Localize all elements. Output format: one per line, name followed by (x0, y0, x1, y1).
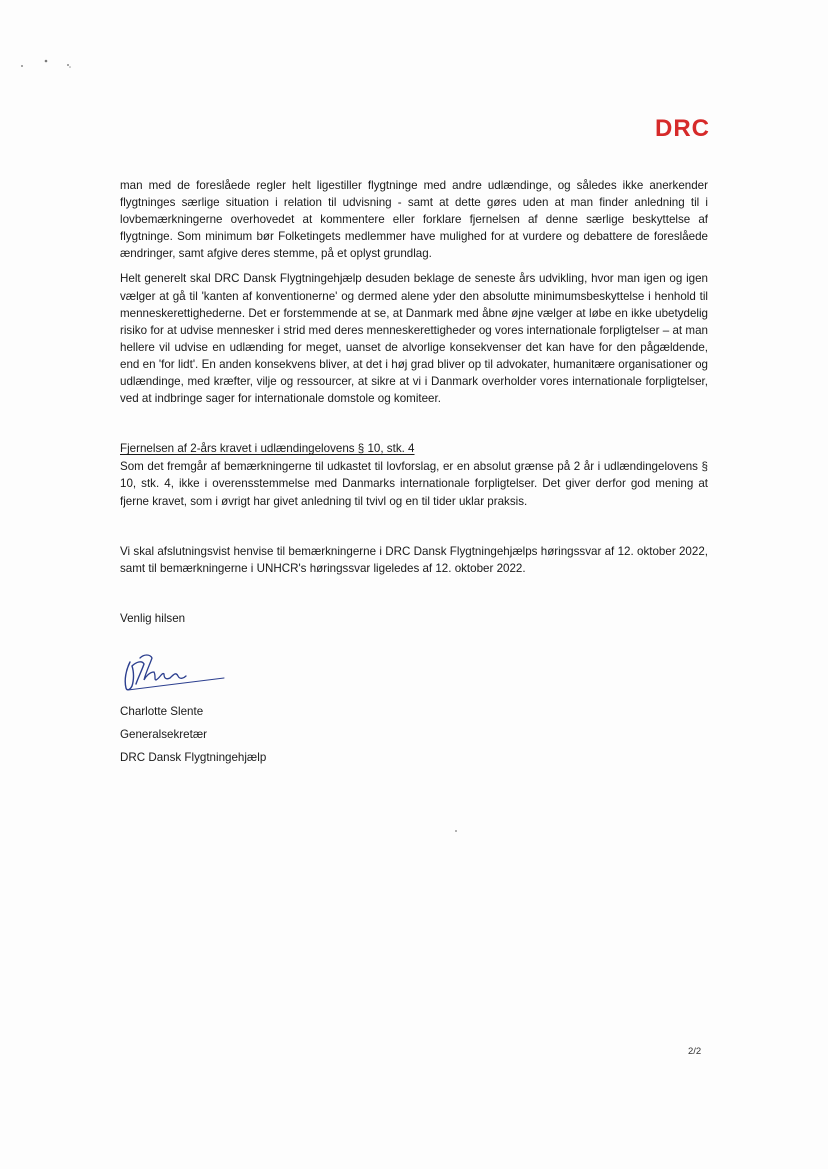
signature-block (120, 700, 266, 769)
scan-speck-marks (18, 56, 78, 70)
signer-organization: DRC Dansk Flygtningehjælp (120, 751, 267, 764)
closing-greeting: Venlig hilsen (120, 611, 186, 625)
handwritten-signature (120, 650, 230, 694)
body-paragraph-1: man med de foreslåede regler helt ligestiller flygtninge med andre udlændinge, og således ikke anerkender flygtninges særlige situation i relation til udvisning - samt at dette gøres uden at man finder anledning til i lovbemærkningerne overhovedet at kommentere eller forklare fjernelsen af denne særlige beskyttelse af flygtninge. Som minimum bør Folketingets medlemmer have mulighed for at vurdere og debattere de foreslåede ændringer, samt afgive deres stemme, på et oplyst grundlag. (120, 179, 708, 261)
body-paragraph-3: Som det fremgår af bemærkningerne til udkastet til lovforslag, er en absolut grænse på 2 år i udlændingelovens § 10, stk. 4, ikke i overensstemmelse med Danmarks internationale forpligtelser. Det giver derfor god mening at fjerne kravet, som i øvrigt har givet anledning til tvivl og en til tider uklar praksis. (120, 460, 708, 508)
page-number: 2/2 (688, 1046, 702, 1057)
body-paragraph-2: Helt generelt skal DRC Dansk Flygtningehjælp desuden beklage de seneste års udvikling, hvor man igen og igen vælger at gå til 'kanten af konventionerne' og dermed alene yder den absolutte minimumsbeskyttelse i henhold til menneskerettighederne. Det er forstemmende at se, at Danmark med åbne øjne vælger at løbe en ikke ubetydelig risiko for at udvise mennesker i strid med deres menneskerettigheder og vores internationale forpligtelser – at man hellere vil udvise en udlænding for meget, uanset de alvorlige konsekvenser det kan have for den pågældende, end en 'for lidt'. En anden konsekvens bliver, at det i høj grad bliver op til advokater, humanitære organisationer og udlændinge, med kræfter, vilje og ressourcer, at sikre at vi i Danmark overholder vores internationale forpligtelser, ved at indbringe sager for internationale domstole og komiteer. (120, 272, 708, 406)
body-paragraph-4: Vi skal afslutningsvist henvise til bemærkningerne i DRC Dansk Flygtningehjælps høringssvar af 12. oktober 2022, samt til bemærkningerne i UNHCR's høringssvar ligeledes af 12. oktober 2022. (120, 544, 708, 575)
section-heading: Fjernelsen af 2-års kravet i udlændingelovens § 10, stk. 4 (120, 442, 415, 456)
scan-speck (455, 830, 457, 832)
drc-logo: DRC (655, 115, 710, 142)
signer-name: Charlotte Slente (120, 705, 204, 718)
letter-body (120, 177, 708, 627)
signer-title: Generalsekretær (120, 728, 207, 741)
